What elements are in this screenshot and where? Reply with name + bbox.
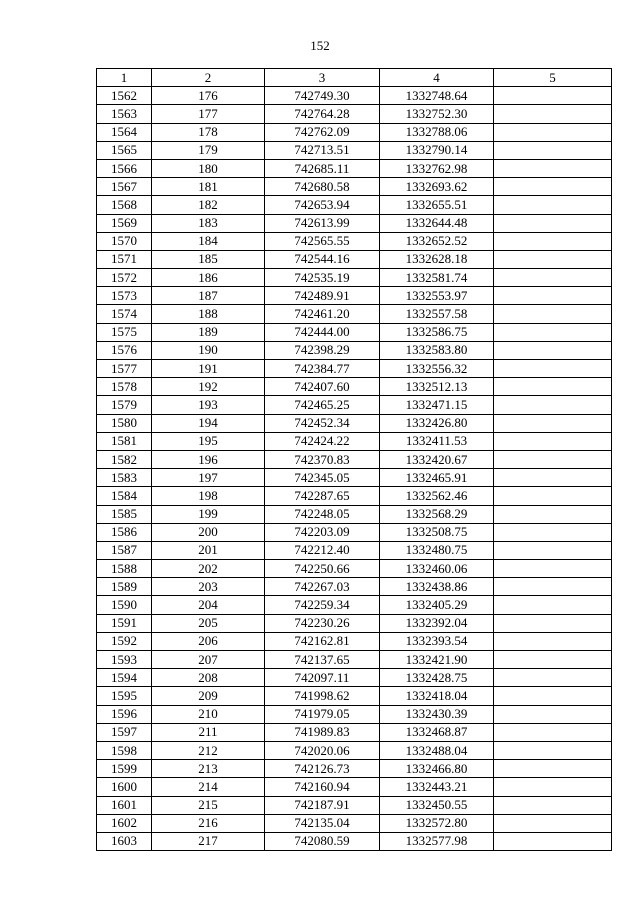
table-cell-col-1: 1596 [97,705,152,723]
table-cell-col-2: 182 [152,196,265,214]
table-row [97,323,612,341]
table-row [97,341,612,359]
table-cell-col-2: 204 [152,596,265,614]
table-cell-col-3: 742653.94 [265,196,380,214]
table-cell-col-4: 1332426.80 [380,414,494,432]
table-cell-col-3: 742444.00 [265,323,380,341]
table-cell-col-4: 1332577.98 [380,832,494,850]
table-cell-col-4: 1332465.91 [380,469,494,487]
table-cell-col-4: 1332581.74 [380,269,494,287]
table-cell-col-4: 1332644.48 [380,214,494,232]
table-cell-col-3: 742160.94 [265,778,380,796]
table-row [97,287,612,305]
table-cell-col-2: 203 [152,578,265,596]
table-cell-col-1: 1566 [97,159,152,177]
table-cell-col-4: 1332762.98 [380,159,494,177]
table-row [97,414,612,432]
table-cell-col-2: 185 [152,250,265,268]
table-cell-col-1: 1584 [97,487,152,505]
table-cell-col-4: 1332586.75 [380,323,494,341]
table-cell-col-4: 1332553.97 [380,287,494,305]
table-cell-col-1: 1579 [97,396,152,414]
table-cell-col-1: 1586 [97,523,152,541]
table-cell-col-5 [494,669,612,687]
table-cell-col-5 [494,414,612,432]
column-header-4: 4 [380,69,494,87]
table-row [97,523,612,541]
table-cell-col-1: 1581 [97,432,152,450]
table-row [97,469,612,487]
table-body [97,87,612,851]
table-cell-col-2: 188 [152,305,265,323]
table-row [97,214,612,232]
table-cell-col-4: 1332583.80 [380,341,494,359]
table-cell-col-2: 213 [152,760,265,778]
table-cell-col-1: 1575 [97,323,152,341]
table-cell-col-5 [494,378,612,396]
table-cell-col-5 [494,450,612,468]
table-cell-col-1: 1593 [97,651,152,669]
table-cell-col-4: 1332443.21 [380,778,494,796]
table-cell-col-3: 742762.09 [265,123,380,141]
table-cell-col-3: 742126.73 [265,760,380,778]
table-cell-col-2: 177 [152,105,265,123]
table-cell-col-4: 1332693.62 [380,178,494,196]
table-cell-col-5 [494,778,612,796]
table-row [97,741,612,759]
table-cell-col-2: 193 [152,396,265,414]
table-cell-col-5 [494,705,612,723]
table-cell-col-2: 201 [152,541,265,559]
table-cell-col-1: 1570 [97,232,152,250]
table-cell-col-4: 1332488.04 [380,741,494,759]
table-cell-col-4: 1332450.55 [380,796,494,814]
table-cell-col-4: 1332392.04 [380,614,494,632]
table-cell-col-2: 199 [152,505,265,523]
table-cell-col-2: 179 [152,141,265,159]
table-cell-col-3: 742187.91 [265,796,380,814]
table-cell-col-1: 1585 [97,505,152,523]
table-cell-col-2: 215 [152,796,265,814]
table-row [97,105,612,123]
table-cell-col-1: 1598 [97,741,152,759]
table-cell-col-5 [494,541,612,559]
table-cell-col-3: 742020.06 [265,741,380,759]
table-cell-col-3: 742565.55 [265,232,380,250]
table-cell-col-1: 1601 [97,796,152,814]
table-cell-col-1: 1600 [97,778,152,796]
table-cell-col-3: 742749.30 [265,87,380,105]
table-cell-col-2: 178 [152,123,265,141]
table-cell-col-3: 742137.65 [265,651,380,669]
table-cell-col-4: 1332460.06 [380,560,494,578]
table-cell-col-4: 1332430.39 [380,705,494,723]
table-row [97,396,612,414]
table-cell-col-2: 205 [152,614,265,632]
table-cell-col-3: 741979.05 [265,705,380,723]
coordinates-table [96,68,612,851]
table-cell-col-4: 1332752.30 [380,105,494,123]
table-cell-col-3: 742535.19 [265,269,380,287]
table-cell-col-2: 207 [152,651,265,669]
table-cell-col-5 [494,196,612,214]
table-cell-col-4: 1332508.75 [380,523,494,541]
column-header-2: 2 [152,69,265,87]
table-row [97,487,612,505]
table-cell-col-5 [494,487,612,505]
table-cell-col-1: 1569 [97,214,152,232]
table-cell-col-5 [494,287,612,305]
table-cell-col-1: 1568 [97,196,152,214]
table-row [97,814,612,832]
table-cell-col-3: 742424.22 [265,432,380,450]
table-cell-col-3: 742713.51 [265,141,380,159]
table-cell-col-2: 191 [152,360,265,378]
table-cell-col-1: 1590 [97,596,152,614]
table-cell-col-3: 742080.59 [265,832,380,850]
table-row [97,269,612,287]
table-cell-col-4: 1332418.04 [380,687,494,705]
table-cell-col-3: 742267.03 [265,578,380,596]
table-row [97,159,612,177]
table-cell-col-5 [494,123,612,141]
table-cell-col-3: 742685.11 [265,159,380,177]
table-cell-col-1: 1602 [97,814,152,832]
table-cell-col-5 [494,796,612,814]
table-cell-col-4: 1332421.90 [380,651,494,669]
table-row [97,232,612,250]
table-cell-col-1: 1572 [97,269,152,287]
table-cell-col-4: 1332411.53 [380,432,494,450]
table-cell-col-3: 742398.29 [265,341,380,359]
table-cell-col-3: 742259.34 [265,596,380,614]
table-row [97,669,612,687]
table-row [97,250,612,268]
table-cell-col-1: 1576 [97,341,152,359]
column-header-1: 1 [97,69,152,87]
table-cell-col-2: 195 [152,432,265,450]
table-cell-col-3: 742345.05 [265,469,380,487]
table-cell-col-4: 1332471.15 [380,396,494,414]
table-cell-col-4: 1332428.75 [380,669,494,687]
column-header-5: 5 [494,69,612,87]
table-cell-col-3: 742248.05 [265,505,380,523]
table-cell-col-1: 1573 [97,287,152,305]
table-cell-col-3: 742613.99 [265,214,380,232]
table-cell-col-1: 1583 [97,469,152,487]
table-cell-col-4: 1332790.14 [380,141,494,159]
table-row [97,596,612,614]
table-row [97,450,612,468]
table-row [97,705,612,723]
table-cell-col-1: 1580 [97,414,152,432]
table-cell-col-3: 742097.11 [265,669,380,687]
table-cell-col-5 [494,814,612,832]
table-cell-col-4: 1332557.58 [380,305,494,323]
table-cell-col-4: 1332562.46 [380,487,494,505]
table-cell-col-2: 209 [152,687,265,705]
table-cell-col-3: 742407.60 [265,378,380,396]
table-cell-col-1: 1591 [97,614,152,632]
table-cell-col-1: 1578 [97,378,152,396]
table-cell-col-2: 190 [152,341,265,359]
table-cell-col-2: 192 [152,378,265,396]
table-row [97,141,612,159]
table-cell-col-1: 1597 [97,723,152,741]
table-cell-col-5 [494,87,612,105]
table-cell-col-2: 180 [152,159,265,177]
page-number: 152 [310,38,330,53]
table-cell-col-2: 210 [152,705,265,723]
table-cell-col-3: 742452.34 [265,414,380,432]
table-cell-col-5 [494,178,612,196]
table-cell-col-3: 741998.62 [265,687,380,705]
table-cell-col-1: 1574 [97,305,152,323]
table-cell-col-5 [494,560,612,578]
table-cell-col-1: 1587 [97,541,152,559]
table-cell-col-5 [494,596,612,614]
table-row [97,196,612,214]
table-row [97,305,612,323]
table-cell-col-4: 1332788.06 [380,123,494,141]
table-cell-col-5 [494,250,612,268]
table-cell-col-2: 214 [152,778,265,796]
table-cell-col-2: 216 [152,814,265,832]
table-row [97,760,612,778]
table-cell-col-4: 1332628.18 [380,250,494,268]
table-cell-col-1: 1582 [97,450,152,468]
table-cell-col-1: 1567 [97,178,152,196]
table-cell-col-3: 742250.66 [265,560,380,578]
table-cell-col-3: 741989.83 [265,723,380,741]
table-cell-col-5 [494,323,612,341]
table-cell-col-3: 742489.91 [265,287,380,305]
table-cell-col-5 [494,396,612,414]
table-cell-col-3: 742764.28 [265,105,380,123]
table-cell-col-5 [494,614,612,632]
table-cell-col-2: 184 [152,232,265,250]
table-row [97,378,612,396]
table-cell-col-5 [494,232,612,250]
table-row [97,723,612,741]
table-cell-col-4: 1332438.86 [380,578,494,596]
table-cell-col-3: 742461.20 [265,305,380,323]
table-cell-col-1: 1599 [97,760,152,778]
table-cell-col-5 [494,141,612,159]
table-cell-col-5 [494,505,612,523]
table-cell-col-2: 196 [152,450,265,468]
table-row [97,632,612,650]
table-cell-col-4: 1332466.80 [380,760,494,778]
table-row [97,796,612,814]
table-cell-col-1: 1563 [97,105,152,123]
table-cell-col-5 [494,469,612,487]
table-cell-col-5 [494,360,612,378]
table-cell-col-2: 194 [152,414,265,432]
table-cell-col-2: 187 [152,287,265,305]
table-row [97,432,612,450]
table-cell-col-5 [494,741,612,759]
table-cell-col-1: 1577 [97,360,152,378]
table-cell-col-1: 1562 [97,87,152,105]
table-cell-col-2: 181 [152,178,265,196]
table-cell-col-3: 742544.16 [265,250,380,268]
table-cell-col-4: 1332748.64 [380,87,494,105]
table-cell-col-5 [494,305,612,323]
table-cell-col-2: 189 [152,323,265,341]
table-row [97,560,612,578]
table-cell-col-2: 217 [152,832,265,850]
table-row [97,832,612,850]
table-cell-col-5 [494,687,612,705]
column-header-3: 3 [265,69,380,87]
table-cell-col-2: 206 [152,632,265,650]
table-cell-col-2: 211 [152,723,265,741]
table-row [97,178,612,196]
table-cell-col-2: 202 [152,560,265,578]
table-cell-col-5 [494,760,612,778]
table-cell-col-3: 742230.26 [265,614,380,632]
table-row [97,541,612,559]
table-cell-col-5 [494,651,612,669]
table-cell-col-1: 1565 [97,141,152,159]
table-row [97,87,612,105]
table-cell-col-5 [494,105,612,123]
table-cell-col-2: 183 [152,214,265,232]
table-header-row [97,69,612,87]
table-cell-col-1: 1571 [97,250,152,268]
table-cell-col-4: 1332568.29 [380,505,494,523]
table-cell-col-5 [494,214,612,232]
table-row [97,578,612,596]
table-cell-col-5 [494,341,612,359]
table-cell-col-1: 1603 [97,832,152,850]
table-cell-col-4: 1332655.51 [380,196,494,214]
table-cell-col-4: 1332468.87 [380,723,494,741]
table-cell-col-3: 742135.04 [265,814,380,832]
table-cell-col-1: 1594 [97,669,152,687]
table-cell-col-4: 1332420.67 [380,450,494,468]
table-cell-col-2: 198 [152,487,265,505]
table-cell-col-2: 212 [152,741,265,759]
table-cell-col-3: 742384.77 [265,360,380,378]
table-cell-col-1: 1588 [97,560,152,578]
table-cell-col-2: 186 [152,269,265,287]
table-cell-col-3: 742162.81 [265,632,380,650]
table-cell-col-2: 197 [152,469,265,487]
table-cell-col-4: 1332393.54 [380,632,494,650]
table-cell-col-4: 1332512.13 [380,378,494,396]
table-cell-col-5 [494,632,612,650]
table-cell-col-3: 742287.65 [265,487,380,505]
table-cell-col-2: 200 [152,523,265,541]
table-cell-col-1: 1595 [97,687,152,705]
table-cell-col-1: 1564 [97,123,152,141]
table-row [97,123,612,141]
table-row [97,360,612,378]
table-cell-col-3: 742370.83 [265,450,380,468]
table-cell-col-5 [494,832,612,850]
table-row [97,778,612,796]
table-cell-col-2: 208 [152,669,265,687]
table-cell-col-2: 176 [152,87,265,105]
table-cell-col-5 [494,269,612,287]
table-cell-col-4: 1332572.80 [380,814,494,832]
table-cell-col-4: 1332480.75 [380,541,494,559]
table-cell-col-3: 742203.09 [265,523,380,541]
table-cell-col-3: 742212.40 [265,541,380,559]
table-cell-col-5 [494,159,612,177]
table-cell-col-4: 1332556.32 [380,360,494,378]
table-cell-col-5 [494,523,612,541]
table-cell-col-3: 742465.25 [265,396,380,414]
table-cell-col-1: 1592 [97,632,152,650]
table-row [97,614,612,632]
table-row [97,651,612,669]
table-cell-col-5 [494,432,612,450]
table-cell-col-3: 742680.58 [265,178,380,196]
table-cell-col-4: 1332652.52 [380,232,494,250]
table-cell-col-1: 1589 [97,578,152,596]
table-cell-col-4: 1332405.29 [380,596,494,614]
table-cell-col-5 [494,723,612,741]
table-row [97,505,612,523]
table-cell-col-5 [494,578,612,596]
table-row [97,687,612,705]
